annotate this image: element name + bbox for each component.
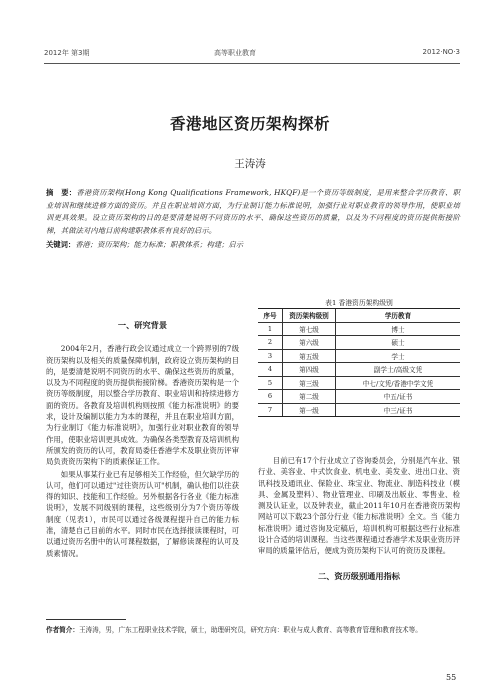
- table-cell: 学士: [336, 349, 461, 363]
- section-heading-indicators: 二、资历级别通用指标: [318, 570, 400, 581]
- table-header-cell: 学历教育: [336, 309, 461, 323]
- keywords-label: 关键词：: [46, 240, 76, 249]
- table-cell: 第六级: [283, 336, 336, 350]
- table-cell: 博士: [336, 322, 461, 336]
- table-cell: 第四级: [283, 363, 336, 377]
- table-row: [258, 363, 460, 377]
- keywords-text: 香港；资历架构；能力标准；职教体系；构建；启示: [75, 240, 244, 249]
- left-column: [46, 320, 239, 560]
- table-row: [258, 322, 460, 336]
- table-cell: 中五/证书: [336, 390, 461, 404]
- header-journal: 高等职业教育: [214, 49, 256, 57]
- abstract-text: 香港资历架构(Hong Kong Qualifications Framework, HKQF)是一个资历等级制度，是用来整合学历教育、职业培训和继续进修方面的资历。并且在职业培训方面，为行业制订能力标准说明，加强行业对职业教育的领导作用，使职业培训更具效果。设立资历架构的目的是要清楚说明不同资历的水平、确保这些资历的质量，以及为不同程度的资历提供衔接阶梯，其做法对内地目前构建职教体系有良好的启示。: [46, 188, 461, 235]
- page-number: 55: [446, 673, 457, 682]
- article-title: 香港地区资历架构探析: [169, 115, 330, 133]
- table-cell: 3: [258, 349, 283, 363]
- table-cell: 4: [258, 363, 283, 377]
- paragraph: 2004年2月，香港行政会议通过成立一个跨界别的7级资历架构以及相关的质量保障机制，政府设立资历架构的目的，是要清楚说明不同资历的水平、确保这些资历的质量，以及为不同程度的资历提供衔接阶梯。香港资历架构是一个资历等级制度，用以整合学历教育、职业培训和持续进修方面的资历。各教育及培训机构则按照《能力标准说明》的要求，设计及编制以能力为本的课程，并且在职业培训方面，为行业制订《能力标准说明》，加强行业对职业教育的领导作用，使职业培训更具成效。为确保各类型教育及培训机构所颁发的资历的认可，教育局委任香港学术及职业资历评审局负责资历架构下的质素保证工作。: [46, 344, 239, 467]
- table-header-cell: 序号: [258, 309, 283, 323]
- header-rule: [44, 63, 460, 64]
- table-row: [258, 403, 460, 417]
- abstract-label: 摘 要：: [46, 188, 77, 197]
- right-column: [258, 455, 460, 594]
- running-header: [44, 48, 460, 60]
- table-cell: 5: [258, 376, 283, 390]
- footnote-rule: [46, 619, 126, 620]
- table-row: [258, 390, 460, 404]
- table-cell: 第一级: [283, 403, 336, 417]
- footnote-label: 作者简介：: [46, 626, 79, 634]
- author-footnote: [46, 625, 460, 636]
- abstract: [46, 187, 460, 237]
- table-row: [258, 349, 460, 363]
- header-issue: 2012年 第3期: [44, 49, 90, 57]
- table-header-cell: 资历架构级别: [283, 309, 336, 323]
- table-cell: 硕士: [336, 336, 461, 350]
- paragraph: 如果从事某行业已有足够相关工作经验，但欠缺学历的认可，他们可以通过"过往资历认可"机制，确认他们以往获得的知识、技能和工作经验。另外根据各行各业《能力标准说明》，发展不同级别的课程，这些级别分为7个资历等级制度（见表1），市民可以通过各级课程提升自己的能力标准，清楚自己目前的水平。同时市民在选择报读课程时，可以通过资历名册中的认可课程数据，了解修读课程的认可及质素情况。: [46, 469, 239, 558]
- table-cell: 7: [258, 403, 283, 417]
- table-cell: 2: [258, 336, 283, 350]
- keywords: [46, 240, 460, 250]
- qualifications-table: [258, 308, 460, 417]
- table-cell: 1: [258, 322, 283, 336]
- author-name: 王涛涛: [234, 158, 266, 170]
- header-issue-no: 2012·NO·3: [422, 48, 460, 56]
- table-cell: 副学士/高级文凭: [336, 363, 461, 377]
- section-heading-background: 一、研究背景: [117, 320, 168, 330]
- table-cell: 第七级: [283, 322, 336, 336]
- footnote-text: 王涛涛，男，广东工程职业技术学院，硕士，助理研究员，研究方向：职业与成人教育、高等教育管理和教育技术等。: [78, 626, 422, 634]
- table-row: [258, 336, 460, 350]
- table-header-row: [258, 309, 460, 323]
- table-cell: 第五级: [283, 349, 336, 363]
- table-cell: 6: [258, 390, 283, 404]
- paragraph: 目前已有17个行业成立了咨询委员会，分别是汽车业、银行业、美容业、中式饮食业、机电业、美发业、进出口业、资讯科技及通讯业、保险业、珠宝业、物流业、制造科技业（模具、金属及塑料）、物业管理业、印刷及出版业、零售业、检测及认证业，以及钟表业，截止2011年10月在香港资历架构网站可以下载23个部分行业《能力标准说明》全文。当《能力标准说明》通过咨询及定稿后，培训机构可根据这些行业标准设计合适的培训课程。当这些课程通过香港学术及职业资历评审局的质量评估后，便成为资历架构下认可的资历及课程。: [258, 456, 460, 556]
- table-cell: 中七/文凭/香港中学文凭: [336, 376, 461, 390]
- table-row: [258, 376, 460, 390]
- table-cell: 中三/证书: [336, 403, 461, 417]
- table-cell: 第三级: [283, 376, 336, 390]
- table-cell: 第二级: [283, 390, 336, 404]
- table-caption: 表1 香港资历架构级别: [325, 299, 393, 307]
